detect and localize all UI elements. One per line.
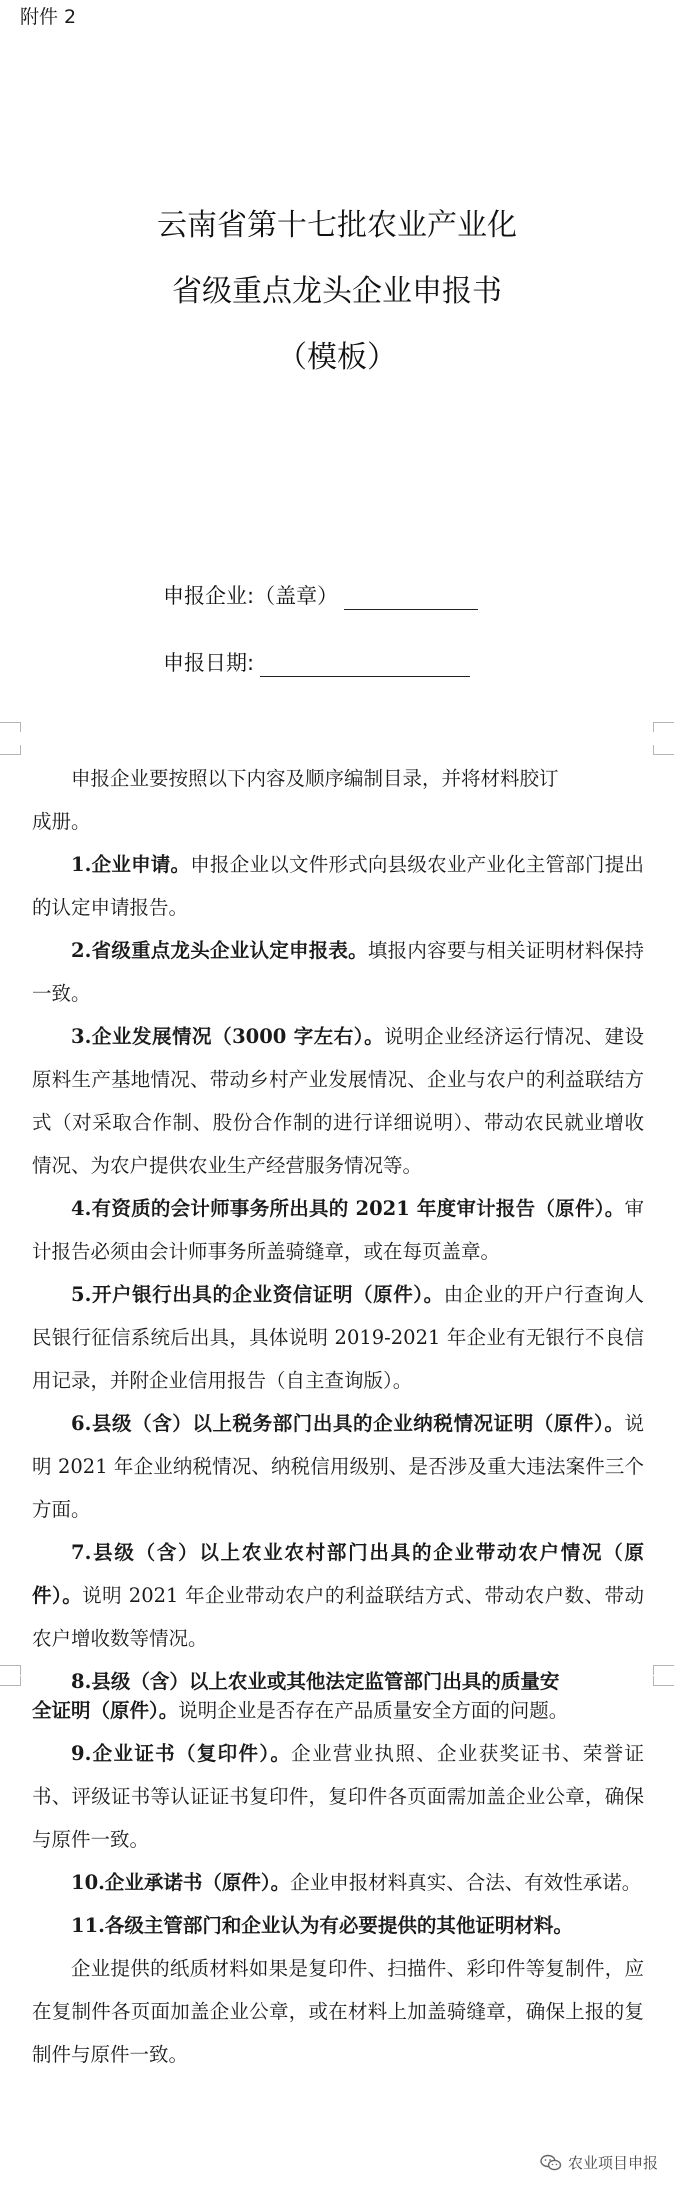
document-body-continued [32,1689,644,2076]
watermark-text: 农业项目申报 [567,2154,658,2172]
item-9-head: 9.企业证书（复印件）。 [71,1742,292,1765]
item-8-head-a: 8.县级（含）以上农业或其他法定监管部门出具的质量安 [71,1670,560,1693]
item-7-text: 说明 2021 年企业带动农户的利益联结方式、带动农户数、带动农户增收数等情况。 [32,1584,644,1650]
content-page [0,745,674,2192]
item-6-head: 6.县级（含）以上税务部门出具的企业纳税情况证明（原件）。 [71,1412,625,1435]
item-8-text: 说明企业是否存在产品质量安全方面的问题。 [178,1699,569,1722]
item-7 [32,1531,644,1660]
crop-mark-top-left [0,745,21,755]
item-4 [32,1187,644,1273]
item-3 [32,1015,644,1187]
date-blank-line [260,654,470,677]
item-1-head: 1.企业申请。 [71,853,191,876]
wechat-icon [540,2154,562,2172]
date-label: 申报日期: [163,651,255,675]
crop-mark-bottom-left [0,722,21,732]
item-8-line-2 [32,1689,644,1732]
item-3-text: 说明企业经济运行情况、建设原料生产基地情况、带动乡村产业发展情况、企业与农户的利益联结方式（对采取合作制、股份合作制的进行详细说明）、带动农民就业增收情况、为农户提供农业生产经营服务情况等。 [32,1025,644,1177]
annex-label: 附件 2 [20,6,77,28]
crop-mark-top-right [653,745,674,755]
enterprise-label: 申报企业:（盖章） [163,584,339,608]
item-9 [32,1732,644,1861]
item-4-text: 审计报告必须由会计师事务所盖骑缝章，或在每页盖章。 [32,1197,644,1263]
cover-page [0,0,674,735]
item-10-text: 企业申报材料真实、合法、有效性承诺。 [290,1871,642,1894]
item-2-head: 2.省级重点龙头企业认定申报表。 [71,939,368,962]
title-line-1: 云南省第十七批农业产业化 [157,208,517,243]
enterprise-field [163,580,478,610]
title-line-2: 省级重点龙头企业申报书 [172,274,502,309]
wechat-watermark [540,2152,658,2173]
item-2-text: 填报内容要与相关证明材料保持一致。 [32,939,644,1005]
crop-mark-mid-bottom-left [0,1665,21,1675]
item-10-head: 10.企业承诺书（原件）。 [71,1871,291,1894]
item-5-text: 由企业的开户行查询人民银行征信系统后出具，具体说明 2019-2021 年企业有无银行不良信用记录，并附企业信用报告（自主查询版）。 [32,1283,644,1392]
crop-mark-mid-bottom-right [653,1665,674,1675]
item-6-text: 说明 2021 年企业纳税情况、纳税信用级别、是否涉及重大违法案件三个方面。 [32,1412,644,1521]
item-1-text: 申报企业以文件形式向县级农业产业化主管部门提出的认定申请报告。 [32,853,644,919]
item-7-head: 7.县级（含）以上农业农村部门出具的企业带动农户情况（原件）。 [32,1541,644,1607]
item-5 [32,1273,644,1402]
enterprise-blank-line [344,587,478,610]
item-6 [32,1402,644,1531]
item-1 [32,843,644,929]
item-5-head: 5.开户银行出具的企业资信证明（原件）。 [71,1283,444,1306]
item-11-head: 11.各级主管部门和企业认为有必要提供的其他证明材料。 [71,1914,573,1937]
crop-mark-mid-top-left [0,1676,21,1686]
intro-line-1: 申报企业要按照以下内容及顺序编制目录，并将材料胶订 [71,767,559,790]
intro-line-2: 成册。 [32,810,91,833]
item-11 [32,1904,644,1947]
closing-paragraph: 企业提供的纸质材料如果是复印件、扫描件、彩印件等复制件，应在复制件各页面加盖企业公章，或在材料上加盖骑缝章，确保上报的复制件与原件一致。 [32,1957,644,2066]
item-4-head: 4.有资质的会计师事务所出具的 2021 年度审计报告（原件）。 [71,1197,625,1220]
date-field [163,647,470,677]
item-3-head: 3.企业发展情况（3000 字左右）。 [71,1025,385,1048]
crop-mark-mid-top-right [653,1676,674,1686]
item-2 [32,929,644,1015]
document-body [32,757,644,1703]
item-10 [32,1861,644,1904]
item-8-head-b: 全证明（原件）。 [32,1699,179,1722]
item-9-text: 企业营业执照、企业获奖证书、荣誉证书、评级证书等认证证书复印件，复印件各页面需加盖企业公章，确保与原件一致。 [32,1742,644,1851]
title-line-3: （模板） [277,340,397,375]
crop-mark-bottom-right [653,722,674,732]
